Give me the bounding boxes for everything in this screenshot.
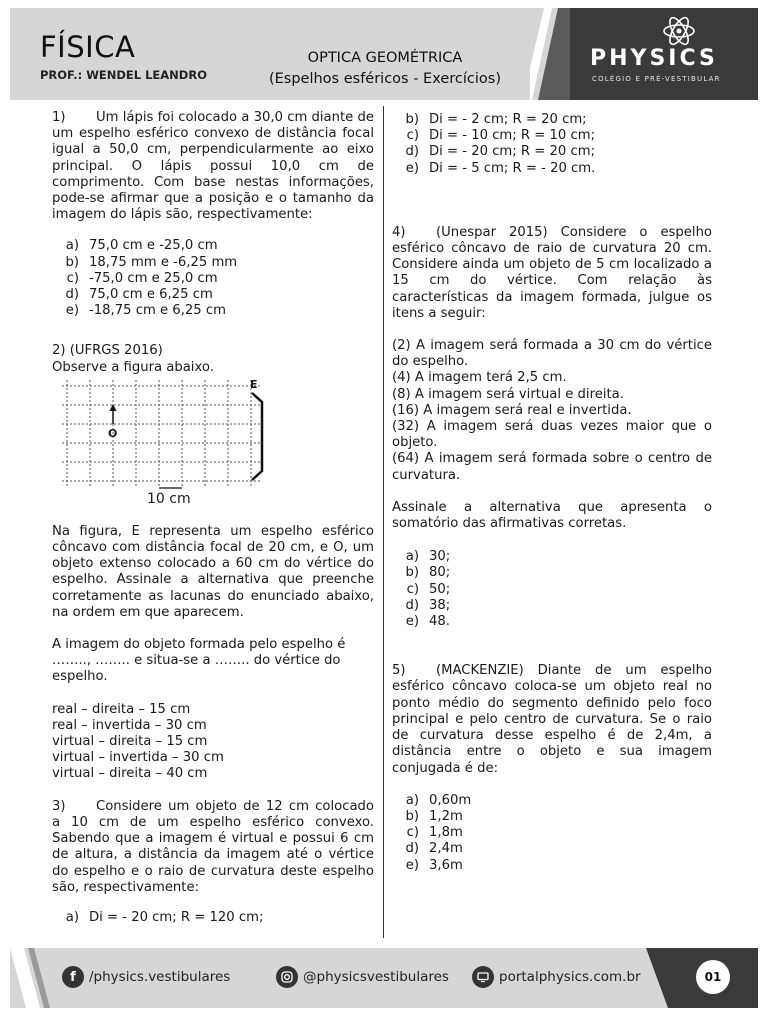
option-text: 2,4m	[429, 841, 463, 857]
option-text: 1,2m	[429, 808, 463, 824]
object-label: O	[108, 426, 118, 440]
option-item	[52, 287, 374, 303]
question-number: 3)	[52, 798, 66, 814]
option-letter: b)	[405, 808, 419, 824]
option-text: Di = - 10 cm; R = 10 cm;	[429, 128, 596, 144]
question-4-items	[392, 338, 712, 484]
option-letter: b)	[405, 112, 419, 127]
question-1-options	[52, 238, 374, 319]
option-text: Di = - 20 cm; R = 120 cm;	[89, 909, 264, 925]
document-title-line1: OPTICA GEOMÉTRICA	[307, 50, 463, 66]
website-url: portalphysics.com.br	[499, 969, 641, 985]
option-item	[392, 793, 712, 809]
statement-item: (16) A imagem será real e invertida.	[392, 402, 632, 418]
option-item: virtual – direita – 15 cm	[52, 734, 208, 750]
question-5	[392, 663, 712, 873]
brand-logo	[570, 8, 758, 100]
option-item	[392, 128, 712, 144]
option-item	[392, 549, 712, 565]
professor-name: PROF.: WENDEL LEANDRO	[40, 68, 207, 82]
option-text: 80;	[429, 565, 451, 581]
brand-name: PHYSICS	[590, 46, 718, 71]
option-letter: b)	[65, 254, 79, 270]
question-5-text	[392, 663, 712, 776]
page-footer	[10, 948, 758, 1008]
option-letter: d)	[65, 287, 79, 303]
option-letter: a)	[65, 238, 79, 254]
statement-item: (64) A imagem será formada sobre o centro de curvatura.	[392, 451, 712, 483]
option-item	[392, 614, 712, 630]
concave-mirror	[252, 393, 262, 480]
option-text: 50;	[429, 581, 451, 597]
option-item	[52, 255, 374, 271]
option-letter: b)	[405, 565, 419, 581]
option-item	[392, 161, 712, 177]
question-4-text	[392, 225, 712, 322]
facebook-handle: /physics.vestibulares	[89, 969, 231, 985]
question-2-heading: 2) (UFRGS 2016)	[52, 343, 163, 359]
option-item	[52, 910, 374, 926]
question-3-text	[52, 799, 374, 896]
statement-item: (4) A imagem terá 2,5 cm.	[392, 370, 567, 386]
right-column	[392, 112, 712, 874]
statement-item: (2) A imagem será formada a 30 cm do vértice do espelho.	[392, 338, 712, 370]
question-body: Considere um objeto de 12 cm colocado a 10 cm de um espelho esférico convexo. Sabendo que a imagem é virtual e possui 6 cm de altura, a distância da imagem até o vértice do espelho e o raio de curvatura deste espelho são, respectivamente:	[52, 798, 374, 895]
question-number: 4)	[392, 224, 406, 240]
option-letter: c)	[406, 825, 419, 841]
question-3-options-continued	[392, 112, 712, 177]
question-body: (Unespar 2015) Considere o espelho esférico côncavo de raio de curvatura 20 cm. Considere ainda um objeto de 5 cm localizado a 15 cm do vértice. Com relação às características da imagem formada, julgue os itens a seguir:	[392, 224, 712, 321]
column-divider	[383, 106, 384, 938]
question-body: Um lápis foi colocado a 30,0 cm diante de um espelho esférico convexo de distância focal igual a 50,0 cm, perpendicularmente ao eixo principal. O lápis possui 10,0 cm de comprimento. Com base nestas informações, pode-se afirmar que a posição e o tamanho da imagem do lápis são, respectivamente:	[52, 110, 374, 223]
document-title	[240, 48, 530, 90]
website-link[interactable]	[472, 966, 641, 988]
mirror-figure	[52, 378, 272, 508]
subject-title: FÍSICA	[40, 30, 136, 64]
option-letter: a)	[405, 549, 419, 565]
option-item: real – invertida – 30 cm	[52, 717, 207, 733]
facebook-icon: f	[62, 966, 84, 988]
option-letter: c)	[406, 128, 419, 144]
option-text: -75,0 cm e 25,0 cm	[89, 270, 218, 286]
option-text: -18,75 cm e 6,25 cm	[89, 303, 226, 319]
option-text: 1,8m	[429, 825, 463, 841]
question-3-options-a	[52, 910, 374, 926]
question-number: 1)	[52, 110, 66, 125]
option-text: 18,75 mm e -6,25 mm	[89, 254, 238, 270]
option-item	[392, 565, 712, 581]
question-4	[392, 225, 712, 630]
option-text: 75,0 cm e -25,0 cm	[89, 238, 218, 254]
question-2-options	[52, 702, 374, 783]
question-body: (MACKENZIE) Diante de um espelho esférico côncavo coloca-se um objeto real no ponto médio do segmento definido pelo foco principal e pelo centro de curvatura. Se o raio de curvatura desse espelho é de 2,4m, a distância entre o objeto e sua imagem conjugada é de:	[392, 663, 712, 776]
question-2-intro: Observe a figura abaixo.	[52, 359, 214, 375]
mirror-label: E	[250, 377, 258, 391]
question-3	[52, 799, 374, 926]
facebook-link[interactable]	[62, 966, 230, 988]
question-2	[52, 343, 374, 782]
option-letter: d)	[405, 841, 419, 857]
option-item: virtual – invertida – 30 cm	[52, 750, 224, 766]
question-4-options	[392, 549, 712, 630]
option-letter: c)	[406, 581, 419, 597]
scale-label: 10 cm	[147, 490, 191, 507]
option-item	[52, 271, 374, 287]
option-text: Di = - 2 cm; R = 20 cm;	[429, 112, 587, 127]
option-text: 0,60m	[429, 792, 472, 808]
question-1	[52, 110, 374, 319]
option-item	[392, 809, 712, 825]
document-title-line2: (Espelhos esféricos - Exercícios)	[268, 71, 502, 87]
option-letter: e)	[405, 857, 419, 873]
option-text: 3,6m	[429, 857, 463, 873]
instagram-icon	[276, 966, 298, 988]
option-letter: e)	[405, 614, 419, 630]
header-stripes	[530, 8, 570, 100]
footer-stripes-left	[10, 948, 50, 1008]
option-item	[52, 238, 374, 254]
option-item	[392, 858, 712, 874]
option-item	[52, 303, 374, 319]
option-text: 38;	[429, 597, 451, 613]
option-item	[392, 582, 712, 598]
option-letter: e)	[65, 303, 79, 319]
option-item: virtual – direita – 40 cm	[52, 766, 208, 782]
option-letter: c)	[66, 270, 79, 286]
instagram-link[interactable]	[276, 966, 449, 988]
option-text: 75,0 cm e 6,25 cm	[89, 287, 213, 303]
question-5-options	[392, 793, 712, 874]
option-item	[392, 112, 712, 128]
option-text: Di = - 20 cm; R = 20 cm;	[429, 144, 596, 160]
option-item	[392, 144, 712, 160]
option-item	[392, 825, 712, 841]
question-2-statement: A imagem do objeto formada pelo espelho é …….., …….. e situa-se a …….. do vértice do espelho.	[52, 637, 346, 685]
question-4-instruction: Assinale a alternativa que apresenta o somatório das afirmativas corretas.	[392, 499, 712, 532]
option-letter: e)	[405, 160, 419, 176]
option-item	[392, 841, 712, 857]
option-text: Di = - 5 cm; R = - 20 cm.	[429, 160, 596, 176]
statement-item: (32) A imagem será duas vezes maior que o objeto.	[392, 419, 712, 451]
left-column	[52, 110, 374, 926]
option-letter: d)	[405, 144, 419, 160]
option-text: 48.	[429, 614, 450, 630]
option-item: real – direita – 15 cm	[52, 701, 191, 717]
atom-icon	[662, 14, 696, 48]
brand-subtitle: COLÉGIO E PRÉ-VESTIBULAR	[592, 75, 721, 83]
question-2-text: Na figura, E representa um espelho esférico côncavo com distância focal de 20 cm, e O, um objeto extenso colocado a 60 cm do vértice do espelho. Assinale a alternativa que preenche corretamente as lacunas do enunciado abaixo, na ordem em que aparecem.	[52, 523, 374, 620]
page-number: 01	[696, 960, 730, 994]
option-letter: a)	[405, 792, 419, 808]
monitor-icon	[472, 966, 494, 988]
option-letter: a)	[65, 909, 79, 925]
option-text: 30;	[429, 549, 451, 565]
statement-item: (8) A imagem será virtual e direita.	[392, 386, 624, 402]
instagram-handle: @physicsvestibulares	[303, 969, 449, 985]
grid-diagram	[52, 378, 272, 508]
question-1-text	[52, 110, 374, 223]
option-letter: d)	[405, 597, 419, 613]
option-item	[392, 598, 712, 614]
page-header	[10, 8, 758, 100]
question-number: 5)	[392, 663, 406, 679]
